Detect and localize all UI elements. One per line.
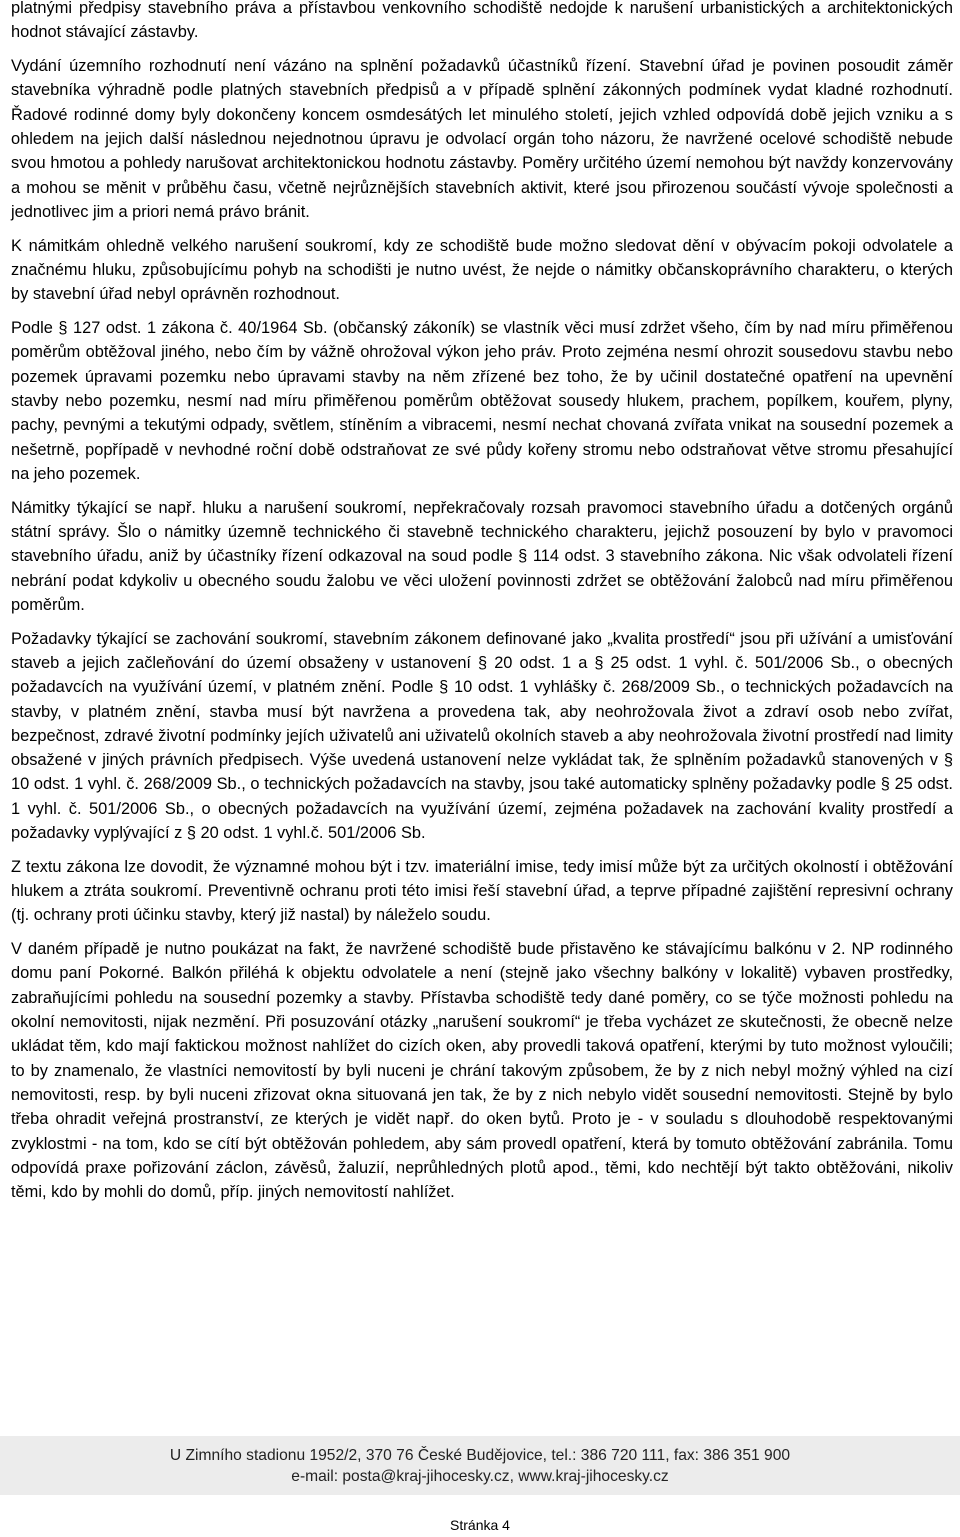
paragraph-7: Z textu zákona lze dovodit, že významné mohou být i tzv. imateriální imise, tedy imisí může být za určitých okolností i obtěžování hlukem a ztráta soukromí. Preventivně ochranu proti této imisi řeší stavební úřad, a teprve případné zajištění represivní ochrany (tj. ochrany proti účinku stavby, který již nastal) by náleželo soudu. xyxy=(11,857,953,925)
paragraph-2: Vydání územního rozhodnutí není vázáno na splnění požadavků účastníků řízení. Stavební úřad je povinen posoudit záměr stavebníka výhradně podle platných stavebních předpisů a v případě splnění zákonných podmínek vydat kladné rozhodnutí. Řadové rodinné domy byly dokončeny koncem osmdesátých let minulého století, jejich vzhled odpovídá době jejich vzniku a s ohledem na jejich další následnou nejednotnou úpravu je odvolací orgán toho názoru, že navržené ocelové schodiště nebude svou hmotou a pohledy narušovat architektonickou hodnotu zástavby. Poměry určitého území nemohou být navždy konzervovány a mohou se měnit v průběhu času, včetně nejrůznějších stavebních aktivit, které jsou přirozenou součástí vývoje společnosti a jednotlivec jim a priori nemá právo bránit. xyxy=(11,57,953,221)
document-body xyxy=(11,0,953,1204)
paragraph-6: Požadavky týkající se zachování soukromí, stavebním zákonem definované jako „kvalita prostředí“ jsou při užívání a umisťování staveb a jejich začleňování do území obsaženy v ustanovení § 20 odst. 1 a § 25 odst. 1 vyhl. č. 501/2006 Sb., o obecných požadavcích na využívání území, v platném znění. Podle § 10 odst. 1 vyhlášky č. 268/2009 Sb., o technických požadavcích na stavby, v platném znění, stavba musí být navržena a provedena tak, aby neohrožovala život a zdraví osob nebo zvířat, bezpečnost, zdravé životní podmínky jejích uživatelů ani uživatelů okolních staveb a aby neohrožovala životní prostředí nad limity obsažené v jiných právních předpisech. Výše uvedená ustanovení nelze vykládat tak, že splněním požadavků stanovených v § 10 odst. 1 vyhl. č. 268/2009 Sb., o technických požadavcích na stavby, jsou také automaticky splněny požadavky podle § 25 odst. 1 vyhl. č. 501/2006 Sb., o obecných požadavcích na využívání území, zejména požadavek na zachování kvality prostředí a požadavky vyplývající z § 20 odst. 1 vyhl.č. 501/2006 Sb. xyxy=(11,629,953,842)
page-footer xyxy=(0,1436,960,1495)
paragraph-3: K námitkám ohledně velkého narušení soukromí, kdy ze schodiště bude možno sledovat dění v obývacím pokoji odvolatele a značnému hluku, způsobujícímu pohyb na schodišti je nutno uvést, že nejde o námitky občanskoprávního charakteru, o kterých by stavební úřad nebyl oprávněn rozhodnout. xyxy=(11,236,953,304)
paragraph-8: V daném případě je nutno poukázat na fakt, že navržené schodiště bude přistavěno ke stávajícímu balkónu v 2. NP rodinného domu paní Pokorné. Balkón přiléhá k objektu odvolatele a není (stejně jako všechny balkóny v lokalitě) vybaven prostředky, zabraňujícími pohledu na sousední pozemky a stavby. Přístavba schodiště tedy dané poměry, co se týče možnosti pohledu na okolní nemovitosti, nijak nezmění. Při posuzování otázky „narušení soukromí“ je třeba vycházet ze skutečnosti, že obecně nelze ukládat těm, kdo mají faktickou možnost nahlížet do cizích oken, aby provedli taková opatření, kterými by tuto možnost vyloučili; to by znamenalo, že vlastníci nemovitostí by byli nuceni je chrání takovým způsobem, že by z nich nebyl možný výhled na cizí nemovitosti, resp. by byli nuceni zřizovat okna situovaná jen tak, že by z nich nebylo vidět sousední nemovitosti. Stejně by bylo třeba ohradit veřejná prostranství, ze kterých je vidět např. do oken bytů. Proto je - v souladu s dlouhodobě respektovanými zvyklostmi - na tom, kdo se cítí být obtěžován pohledem, aby sám provedl opatření, která by tomuto obtěžování zabránila. Tomu odpovídá praxe pořizování záclon, závěsů, žaluzií, neprůhledných plotů apod., těmi, kdo nechtějí být takto obtěžováni, nikoliv těmi, kdo by mohli do domů, příp. jiných nemovitostí nahlížet. xyxy=(11,940,953,1202)
footer-contact: e-mail: posta@kraj-jihocesky.cz, www.kraj-jihocesky.cz xyxy=(291,1468,669,1485)
page-number: Stránka 4 xyxy=(450,1517,510,1533)
paragraph-5: Námitky týkající se např. hluku a narušení soukromí, nepřekračovaly rozsah pravomoci stavebního úřadu a dotčených orgánů státní správy. Šlo o námitky územně technického či stavebně technického charakteru, jejichž posouzení by bylo v pravomoci stavebního úřadu, aniž by účastníky řízení odkazoval na soud podle § 114 odst. 3 stavebního zákona. Nic však odvolateli řízení nebrání podat kdykoliv u obecného soudu žalobu ve věci uložení povinnosti zdržet se obtěžování žalobců nad míru přiměřenou poměrům. xyxy=(11,498,953,614)
paragraph-4: Podle § 127 odst. 1 zákona č. 40/1964 Sb. (občanský zákoník) se vlastník věci musí zdržet všeho, čím by nad míru přiměřenou poměrům obtěžoval jiného, nebo čím by vážně ohrožoval výkon jeho práv. Proto zejména nesmí ohrozit sousedovu stavbu nebo pozemek úpravami pozemku nebo úpravami stavby na něm zřízené bez toho, že by učinil dostatečné opatření na upevnění stavby nebo pozemku, nesmí nad míru přiměřenou poměrům obtěžovat sousedy hlukem, prachem, popílkem, kouřem, plyny, pachy, pevnými a tekutými odpady, světlem, stíněním a vibracemi, nesmí nechat chovaná zvířata vnikat na sousední pozemek a nešetrně, popřípadě v nevhodné roční době odstraňovat ze své půdy kořeny stromu nebo odstraňovat větve stromu přesahující na jeho pozemek. xyxy=(11,319,953,483)
footer-address: U Zimního stadionu 1952/2, 370 76 České Budějovice, tel.: 386 720 111, fax: 386 351 900 xyxy=(169,1447,791,1464)
paragraph-1: platnými předpisy stavebního práva a přístavbou venkovního schodiště nedojde k narušení urbanistických a architektonických hodnot stávající zástavby. xyxy=(11,0,953,42)
